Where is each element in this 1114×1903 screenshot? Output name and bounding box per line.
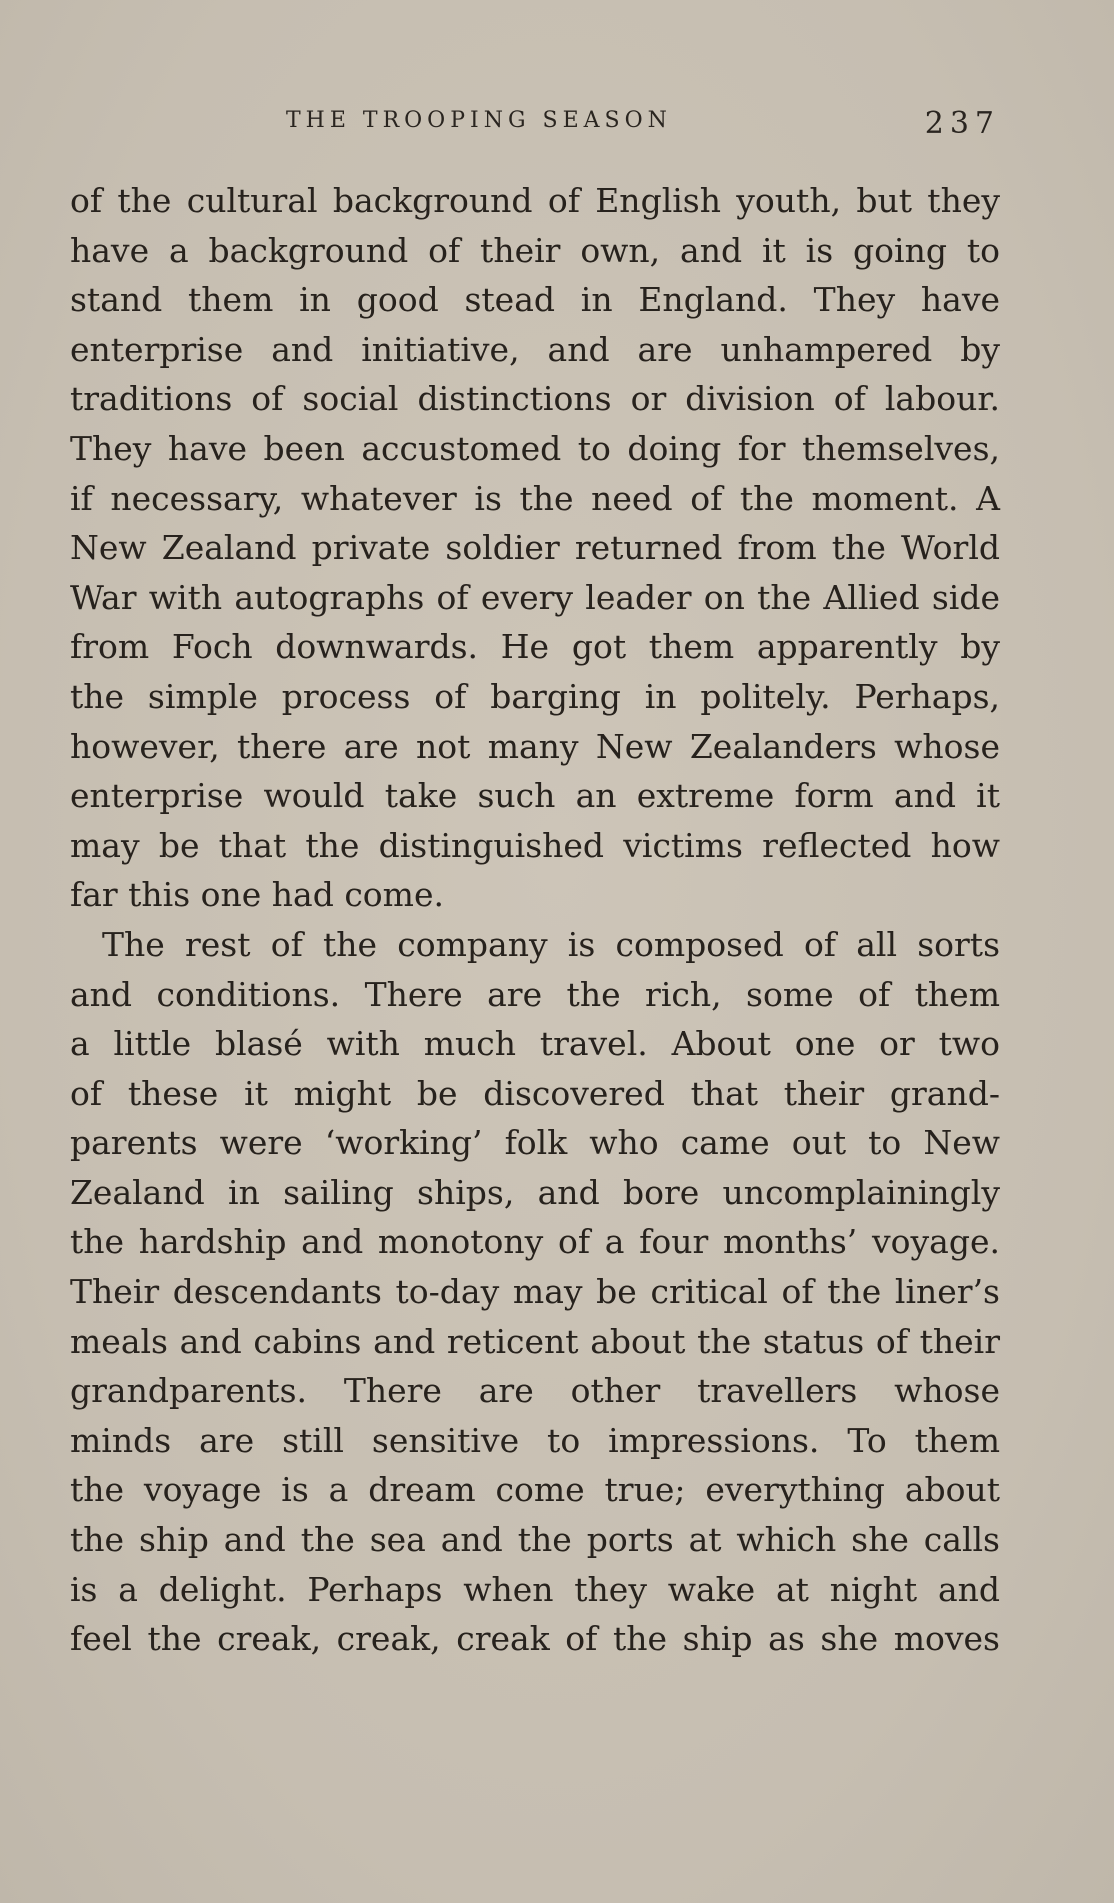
text-line: the simple process of barging in politely. Perhaps,: [70, 676, 1000, 716]
text-line: a little blasé with much travel. About one or two: [70, 1024, 1000, 1064]
body-text: [70, 176, 1000, 1664]
text-line: minds are still sensitive to impressions. To them: [70, 1420, 1000, 1460]
text-line: enterprise would take such an extreme form and it: [70, 776, 1000, 816]
text-line: far this one had come.: [70, 875, 444, 915]
text-line: War with autographs of every leader on the Allied side: [70, 577, 1000, 617]
text-line: the ship and the sea and the ports at which she calls: [70, 1520, 1000, 1560]
running-title: THE TROOPING SEASON: [286, 108, 672, 133]
text-line: New Zealand private soldier returned from the World: [70, 528, 1000, 568]
text-line: Zealand in sailing ships, and bore uncomplainingly: [70, 1172, 1000, 1212]
paragraph: [70, 920, 1000, 1664]
text-line: Their descendants to-day may be critical of the liner’s: [70, 1272, 1000, 1312]
page-header: [70, 108, 1000, 148]
text-line: is a delight. Perhaps when they wake at night and: [70, 1569, 1000, 1609]
page-number: 237: [924, 106, 1000, 141]
text-line: feel the creak, creak, creak of the ship as she moves: [70, 1619, 1000, 1659]
text-line: of these it might be discovered that their grand-: [70, 1073, 1000, 1113]
text-line: and conditions. There are the rich, some of them: [70, 974, 1000, 1014]
text-line: They have been accustomed to doing for themselves,: [70, 428, 1000, 468]
paragraph: [70, 176, 1000, 920]
text-line: grandparents. There are other travellers whose: [70, 1371, 1000, 1411]
text-line: the hardship and monotony of a four months’ voyage.: [70, 1222, 1000, 1262]
text-line: enterprise and initiative, and are unhampered by: [70, 329, 1000, 369]
text-line: meals and cabins and reticent about the status of their: [70, 1321, 1000, 1361]
text-line: parents were ‘working’ folk who came out to New: [70, 1123, 1000, 1163]
text-line: however, there are not many New Zealanders whose: [70, 726, 1000, 766]
text-line: of the cultural background of English youth, but they: [70, 181, 1000, 220]
text-line: from Foch downwards. He got them apparently by: [70, 627, 1000, 667]
text-line: traditions of social distinctions or division of labour.: [70, 379, 1000, 419]
text-line: the voyage is a dream come true; everything about: [70, 1470, 1000, 1510]
text-line: if necessary, whatever is the need of the moment. A: [70, 478, 1000, 518]
text-line: The rest of the company is composed of all sorts: [102, 924, 1000, 964]
text-line: have a background of their own, and it is going to: [70, 230, 1000, 270]
text-line: stand them in good stead in England. They have: [70, 280, 1000, 320]
text-line: may be that the distinguished victims reflected how: [70, 825, 1000, 865]
